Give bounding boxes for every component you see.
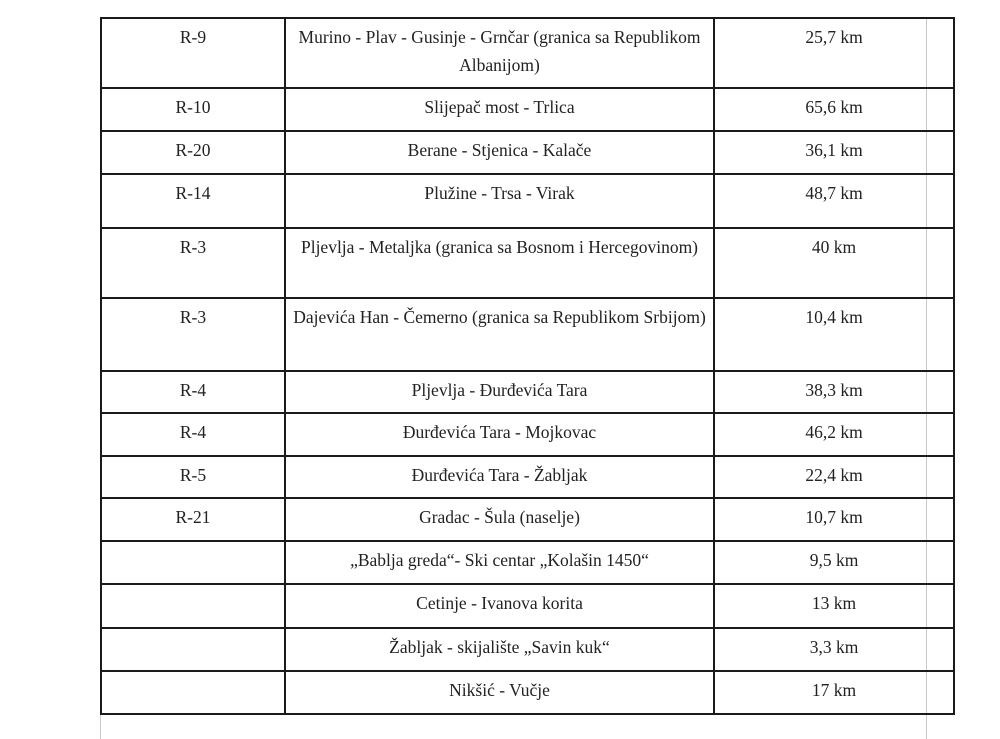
table-row xyxy=(101,298,954,371)
road-code-cell: R-14 xyxy=(101,174,285,228)
length-cell: 13 km xyxy=(714,584,954,628)
road-code-cell xyxy=(101,628,285,671)
length-cell: 38,3 km xyxy=(714,371,954,413)
road-code-cell xyxy=(101,541,285,584)
route-cell: Cetinje - Ivanova korita xyxy=(285,584,714,628)
route-cell: Plužine - Trsa - Virak xyxy=(285,174,714,228)
route-cell: Gradac - Šula (naselje) xyxy=(285,498,714,541)
length-cell: 40 km xyxy=(714,228,954,298)
road-code-cell: R-4 xyxy=(101,413,285,456)
table-row xyxy=(101,456,954,498)
road-code-cell: R-3 xyxy=(101,228,285,298)
route-cell: Đurđevića Tara - Mojkovac xyxy=(285,413,714,456)
length-cell: 17 km xyxy=(714,671,954,714)
length-cell: 10,7 km xyxy=(714,498,954,541)
length-cell: 10,4 km xyxy=(714,298,954,371)
route-cell: Murino - Plav - Gusinje - Grnčar (granica sa Republikom Albanijom) xyxy=(285,18,714,88)
length-cell: 36,1 km xyxy=(714,131,954,174)
table-row xyxy=(101,18,954,88)
table-row xyxy=(101,584,954,628)
table-row xyxy=(101,371,954,413)
road-code-cell: R-5 xyxy=(101,456,285,498)
table-row xyxy=(101,498,954,541)
road-code-cell: R-20 xyxy=(101,131,285,174)
table-row xyxy=(101,628,954,671)
route-cell: Dajevića Han - Čemerno (granica sa Republikom Srbijom) xyxy=(285,298,714,371)
route-cell: Žabljak - skijalište „Savin kuk“ xyxy=(285,628,714,671)
length-cell: 9,5 km xyxy=(714,541,954,584)
table-row xyxy=(101,671,954,714)
length-cell: 22,4 km xyxy=(714,456,954,498)
road-code-cell: R-4 xyxy=(101,371,285,413)
road-code-cell xyxy=(101,584,285,628)
length-cell: 25,7 km xyxy=(714,18,954,88)
road-code-cell: R-9 xyxy=(101,18,285,88)
table-row xyxy=(101,174,954,228)
table-row xyxy=(101,413,954,456)
route-cell: Đurđevića Tara - Žabljak xyxy=(285,456,714,498)
route-cell: Pljevlja - Đurđevića Tara xyxy=(285,371,714,413)
length-cell: 3,3 km xyxy=(714,628,954,671)
road-code-cell: R-21 xyxy=(101,498,285,541)
route-cell: Berane - Stjenica - Kalače xyxy=(285,131,714,174)
route-cell: Slijepač most - Trlica xyxy=(285,88,714,131)
route-cell: Pljevlja - Metaljka (granica sa Bosnom i Hercegovinom) xyxy=(285,228,714,298)
table-row xyxy=(101,228,954,298)
road-code-cell: R-10 xyxy=(101,88,285,131)
length-cell: 65,6 km xyxy=(714,88,954,131)
table-row xyxy=(101,541,954,584)
route-cell: „Bablja greda“- Ski centar „Kolašin 1450“ xyxy=(285,541,714,584)
road-code-cell xyxy=(101,671,285,714)
roads-table xyxy=(100,17,955,715)
table-row xyxy=(101,88,954,131)
length-cell: 46,2 km xyxy=(714,413,954,456)
route-cell: Nikšić - Vučje xyxy=(285,671,714,714)
road-code-cell: R-3 xyxy=(101,298,285,371)
length-cell: 48,7 km xyxy=(714,174,954,228)
table-row xyxy=(101,131,954,174)
